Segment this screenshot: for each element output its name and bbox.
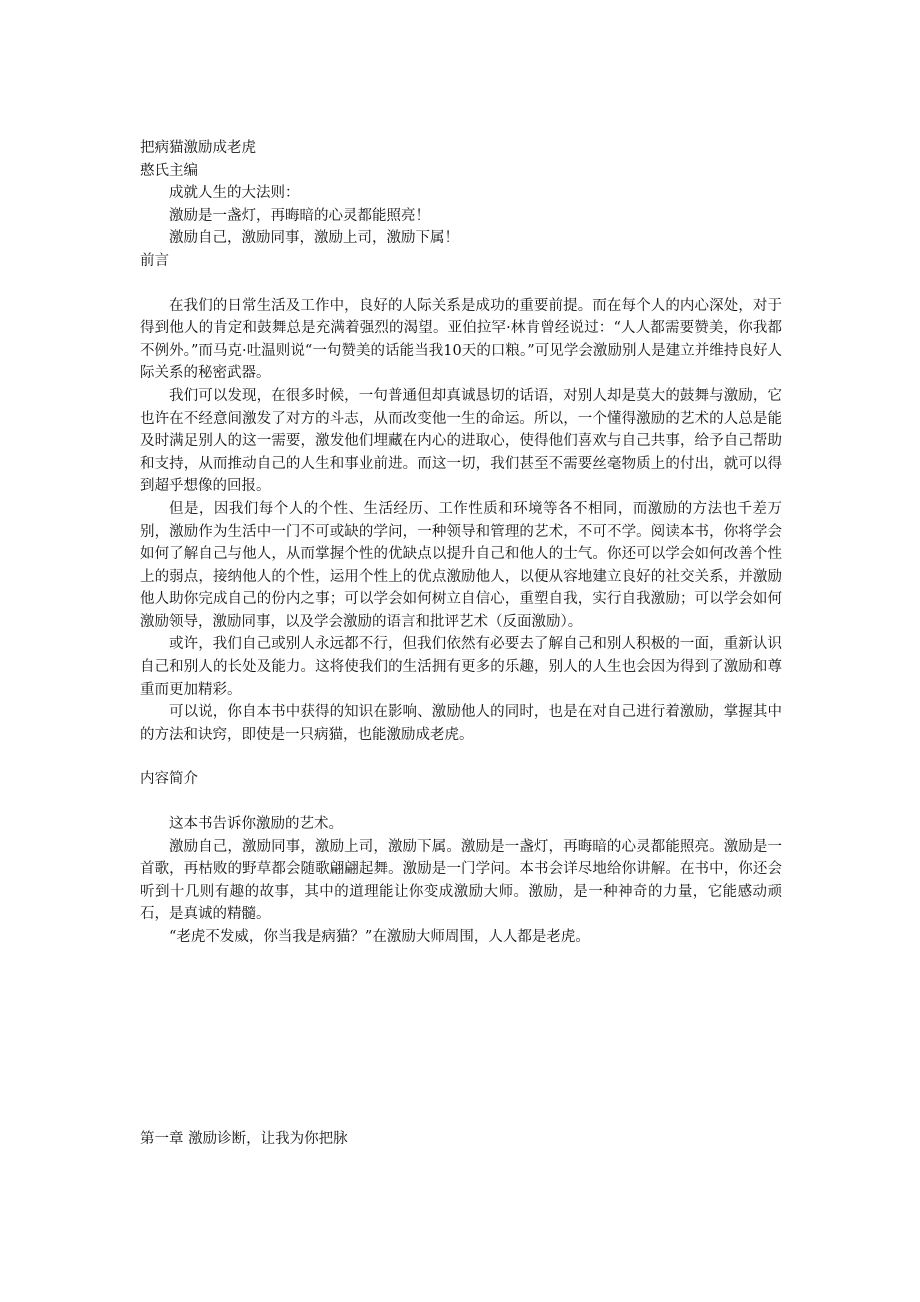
preface-paragraph: 我们可以发现，在很多时候，一句普通但却真诚恳切的话语，对别人却是莫大的鼓舞与激励，它也许在不经意间激发了对方的斗志，从而改变他一生的命运。所以，一个懂得激励的艺术的人总是能及时满足别人的这一需要，激发他们埋藏在内心的进取心，使得他们喜欢与自己共事，给予自己帮助和支持，从而推动自己的人生和事业前进。而这一切，我们甚至不需要丝毫物质上的付出，就可以得到超乎想像的回报。 [140, 387, 782, 495]
preface-paragraph: 在我们的日常生活及工作中，良好的人际关系是成功的重要前提。而在每个人的内心深处，对于得到他人的肯定和鼓舞总是充满着强烈的渴望。亚伯拉罕·林肯曾经说过：“人人都需要赞美，你我都不例外。”而马克·吐温则说“一句赞美的话能当我10天的口粮。”可见学会激励别人是建立并维持良好人际关系的秘密武器。 [140, 297, 782, 382]
book-title: 把病猫激励成老虎 [140, 140, 256, 156]
preface-paragraph: 可以说，你自本书中获得的知识在影响、激励他人的同时，也是在对自己进行着激励，掌握其中的方法和诀窍，即使是一只病猫，也能激励成老虎。 [140, 704, 782, 743]
summary-heading: 内容简介 [140, 771, 198, 788]
summary-paragraph: 这本书告诉你激励的艺术。 [169, 816, 343, 833]
document-page [140, 137, 782, 949]
motto-line: 激励自己，激励同事，激励上司，激励下属！ [169, 230, 459, 247]
chapter-heading: 第一章 激励诊断，让我为你把脉 [140, 1131, 348, 1147]
book-editor: 憨氏主编 [140, 162, 198, 179]
preface-paragraph: 或许，我们自己或别人永远都不行，但我们依然有必要去了解自己和别人积极的一面，重新认识自己和别人的长处及能力。这将使我们的生活拥有更多的乐趣，别人的人生也会因为得到了激励和尊重而更加精彩。 [140, 636, 782, 698]
summary-paragraph: 激励自己，激励同事，激励上司，激励下属。激励是一盏灯，再晦暗的心灵都能照亮。激励是一首歌，再枯败的野草都会随歌翩翩起舞。激励是一门学问。本书会详尽地给你讲解。在书中，你还会听到十几则有趣的故事，其中的道理能让你变成激励大师。激励，是一种神奇的力量，它能感动顽石，是真诚的精髓。 [140, 838, 782, 923]
preface-heading: 前言 [140, 252, 169, 269]
preface-paragraph: 但是，因我们每个人的个性、生活经历、工作性质和环境等各不相同，而激励的方法也千差万别，激励作为生活中一门不可或缺的学问，一种领导和管理的艺术，不可不学。阅读本书，你将学会如何了解自己与他人，从而掌握个性的优缺点以提升自己和他人的士气。你还可以学会如何改善个性上的弱点，接纳他人的个性，运用个性上的优点激励他人，以便从容地建立良好的社交关系，并激励他人助你完成自己的份内之事；可以学会如何树立自信心，重塑自我，实行自我激励；可以学会如何激励领导，激励同事，以及学会激励的语言和批评艺术（反面激励）。 [140, 500, 782, 630]
motto-line: 激励是一盏灯，再晦暗的心灵都能照亮！ [169, 207, 430, 224]
summary-paragraph: “老虎不发威，你当我是病猫？”在激励大师周围，人人都是老虎。 [169, 929, 590, 945]
motto-line: 成就人生的大法则： [169, 185, 300, 202]
